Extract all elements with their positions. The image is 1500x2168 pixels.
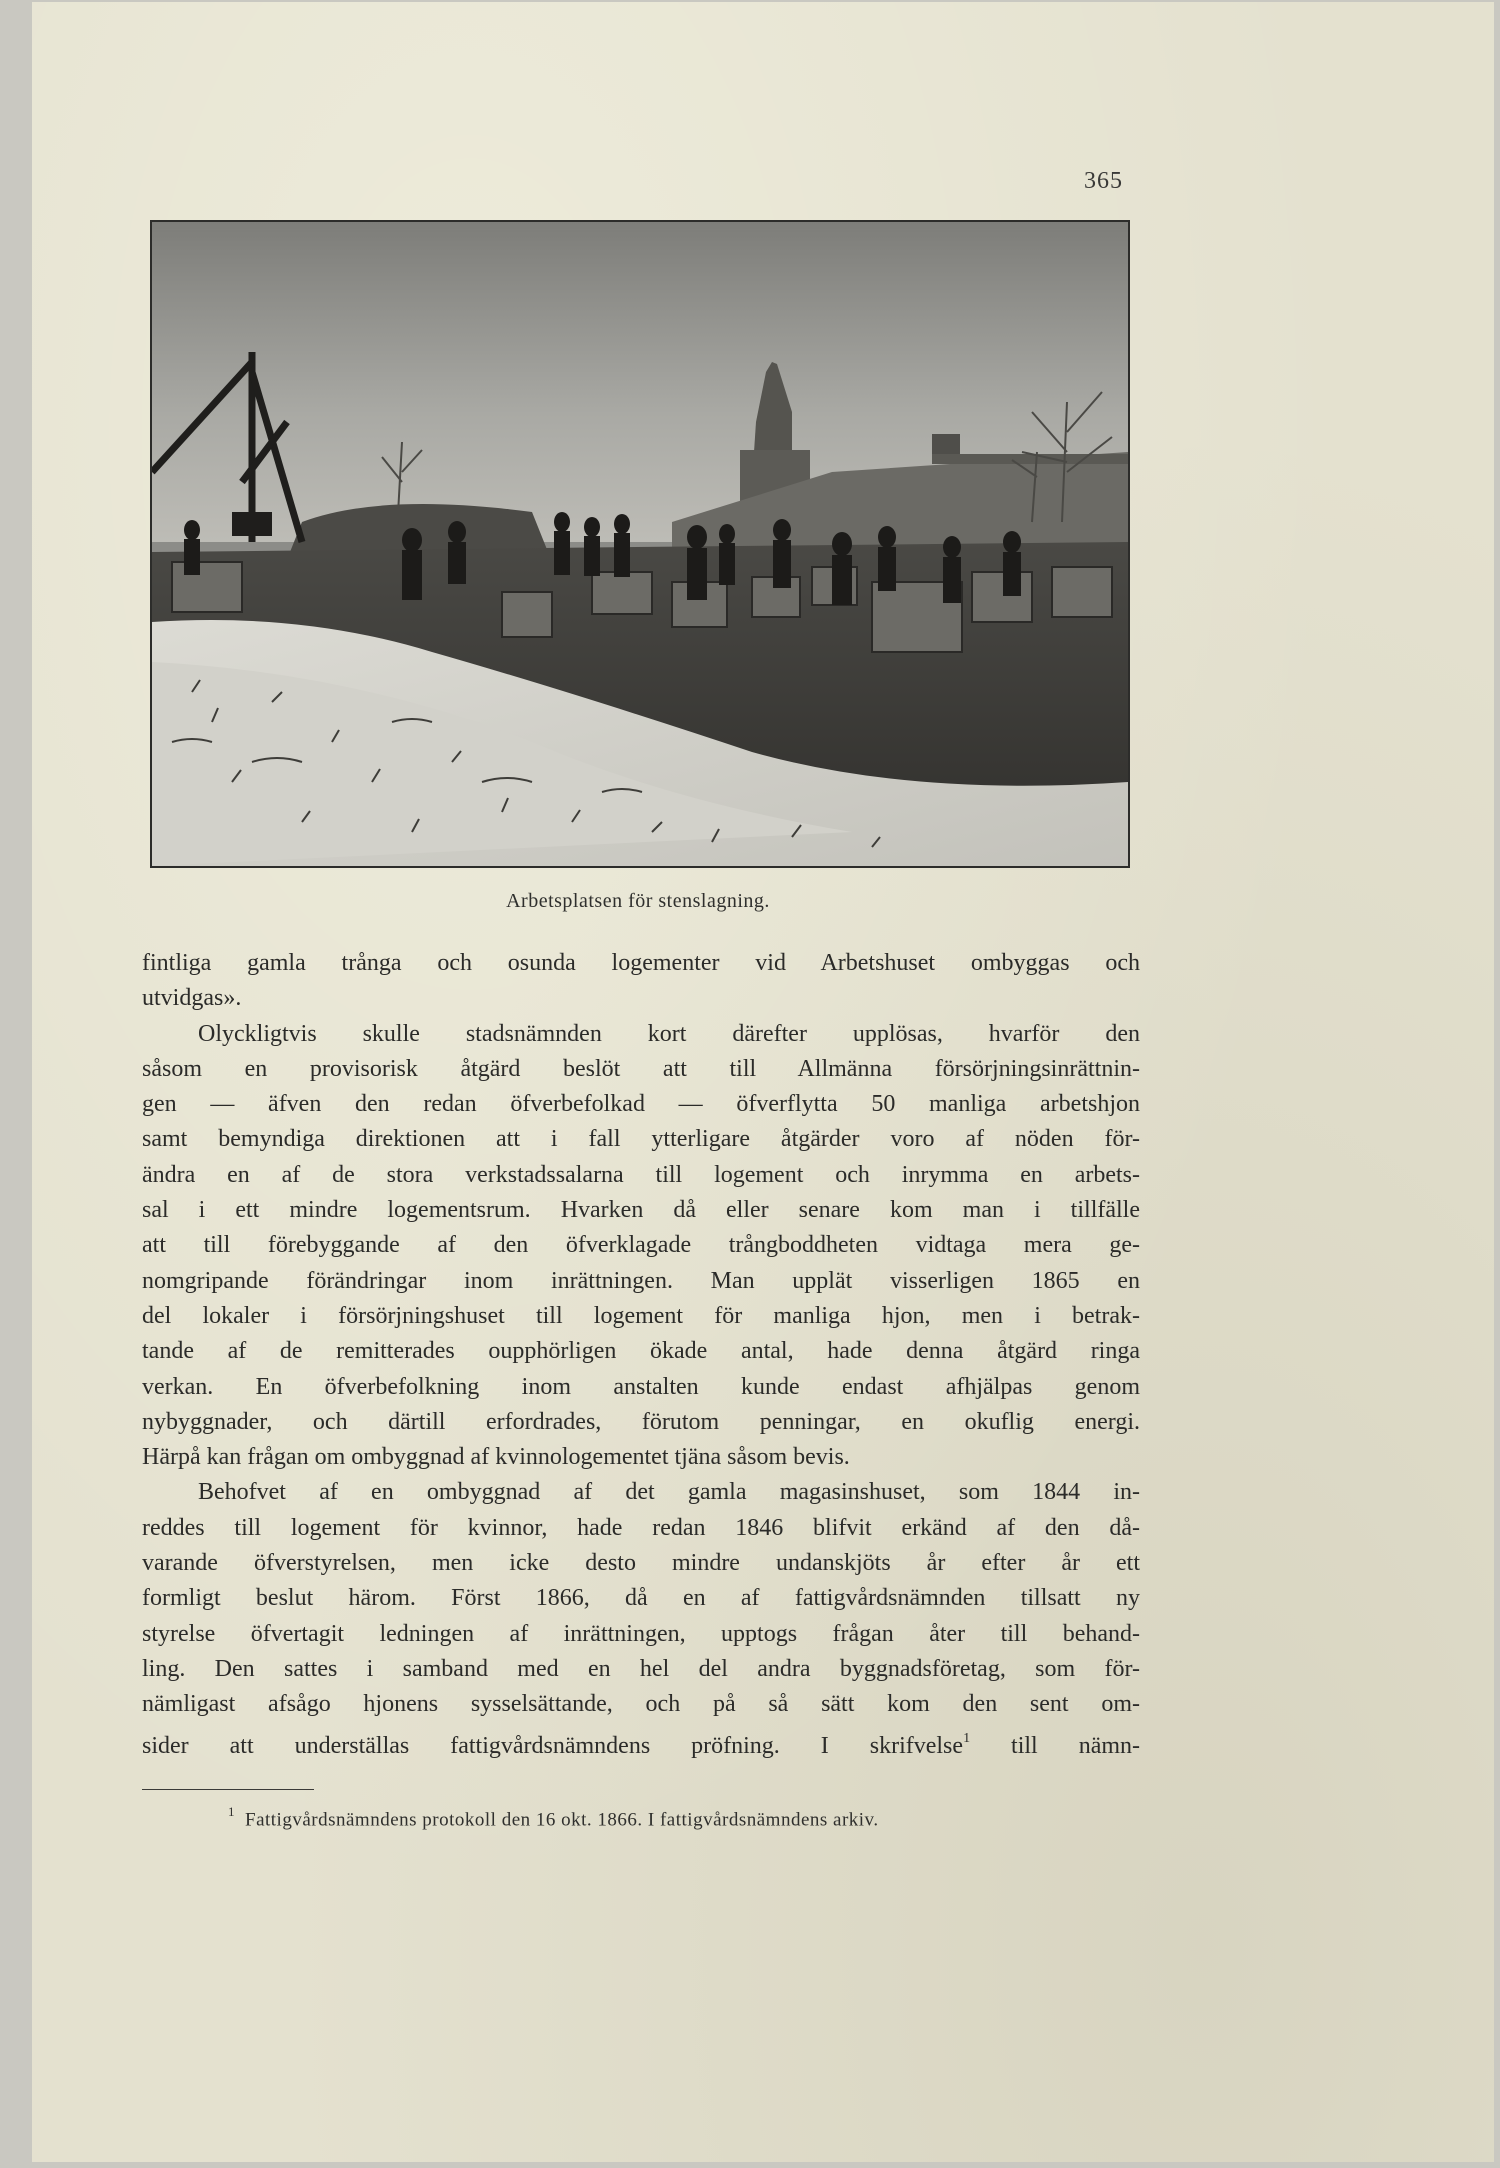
text-line: nämligast afsågo hjonens sysselsättande, och på så sätt kom den sent om- bbox=[142, 1691, 1140, 1718]
text-line: att till förebyggande af den öfverklagade trångboddheten vidtaga mera ge- bbox=[142, 1232, 1140, 1259]
text-line: fintliga gamla trånga och osunda logementer vid Arbetshuset ombyggas och bbox=[142, 950, 1140, 976]
text-line: tande af de remitterades oupphörligen ökade antal, hade denna åtgärd ringa bbox=[142, 1338, 1140, 1365]
text-line: nomgripande förändringar inom inrättningen. Man upplät visserligen 1865 en bbox=[142, 1267, 1140, 1294]
photo-caption: Arbetsplatsen för stenslagning. bbox=[506, 890, 770, 912]
text-segment: till nämn- bbox=[970, 1732, 1141, 1759]
text-line: sal i ett mindre logementsrum. Hvarken då eller senare kom man i tillfälle bbox=[142, 1197, 1140, 1224]
text-line: formligt beslut härom. Först 1866, då en af fattigvårdsnämnden tillsatt ny bbox=[142, 1585, 1140, 1612]
text-line: varande öfverstyrelsen, men icke desto mindre undanskjöts år efter år ett bbox=[142, 1550, 1140, 1577]
page-number: 365 bbox=[1084, 168, 1123, 194]
text-segment: sider att underställas fattigvårdsnämndens pröfning. I skrifvelse bbox=[142, 1732, 964, 1759]
photograph-stone-breaking-site bbox=[150, 220, 1130, 868]
text-line: Behofvet af en ombyggnad af det gamla magasinshuset, som 1844 in- bbox=[198, 1479, 1140, 1506]
text-line: ändra en af de stora verkstadssalarna till logement och inrymma en arbets- bbox=[142, 1161, 1140, 1188]
text-line: styrelse öfvertagit ledningen af inrättningen, upptogs frågan åter till behand- bbox=[142, 1620, 1140, 1647]
text-line: samt bemyndiga direktionen att i fall ytterligare åtgärder voro af nöden för- bbox=[142, 1126, 1140, 1153]
text-line: ling. Den sattes i samband med en hel del andra byggnadsföretag, som för- bbox=[142, 1655, 1140, 1682]
text-line-last bbox=[142, 1723, 1140, 1758]
text-line: nybyggnader, och därtill erfordrades, förutom penningar, en okuflig energi. bbox=[142, 1408, 1140, 1435]
footnote-mark: 1 bbox=[228, 1804, 235, 1819]
footnote-divider bbox=[142, 1789, 314, 1790]
text-line: verkan. En öfverbefolkning inom anstalten kunde endast afhjälpas genom bbox=[142, 1373, 1140, 1400]
text-line: såsom en provisorisk åtgärd beslöt att till Allmänna försörjningsinrättnin- bbox=[142, 1055, 1140, 1082]
text-line: del lokaler i försörjningshuset till logement för manliga hjon, men i betrak- bbox=[142, 1302, 1140, 1329]
text-line: utvidgas». bbox=[142, 985, 242, 1012]
footnote bbox=[228, 1806, 879, 1831]
footnote-reference: 1 bbox=[963, 1730, 971, 1746]
body-text bbox=[142, 946, 1140, 1758]
text-line: Härpå kan frågan om ombyggnad af kvinnologementet tjäna såsom bevis. bbox=[142, 1444, 850, 1471]
text-line: reddes till logement för kvinnor, hade redan 1846 blifvit erkänd af den då- bbox=[142, 1514, 1140, 1541]
text-line: Olyckligtvis skulle stadsnämnden kort därefter upplösas, hvarför den bbox=[198, 1020, 1140, 1047]
document-page bbox=[32, 2, 1494, 2162]
photo-illustration bbox=[152, 222, 1128, 866]
text-line: gen — äfven den redan öfverbefolkad — öfverflytta 50 manliga arbetshjon bbox=[142, 1091, 1140, 1118]
footnote-text: Fattigvårdsnämndens protokoll den 16 okt. 1866. I fattigvårdsnämndens arkiv. bbox=[245, 1809, 879, 1831]
